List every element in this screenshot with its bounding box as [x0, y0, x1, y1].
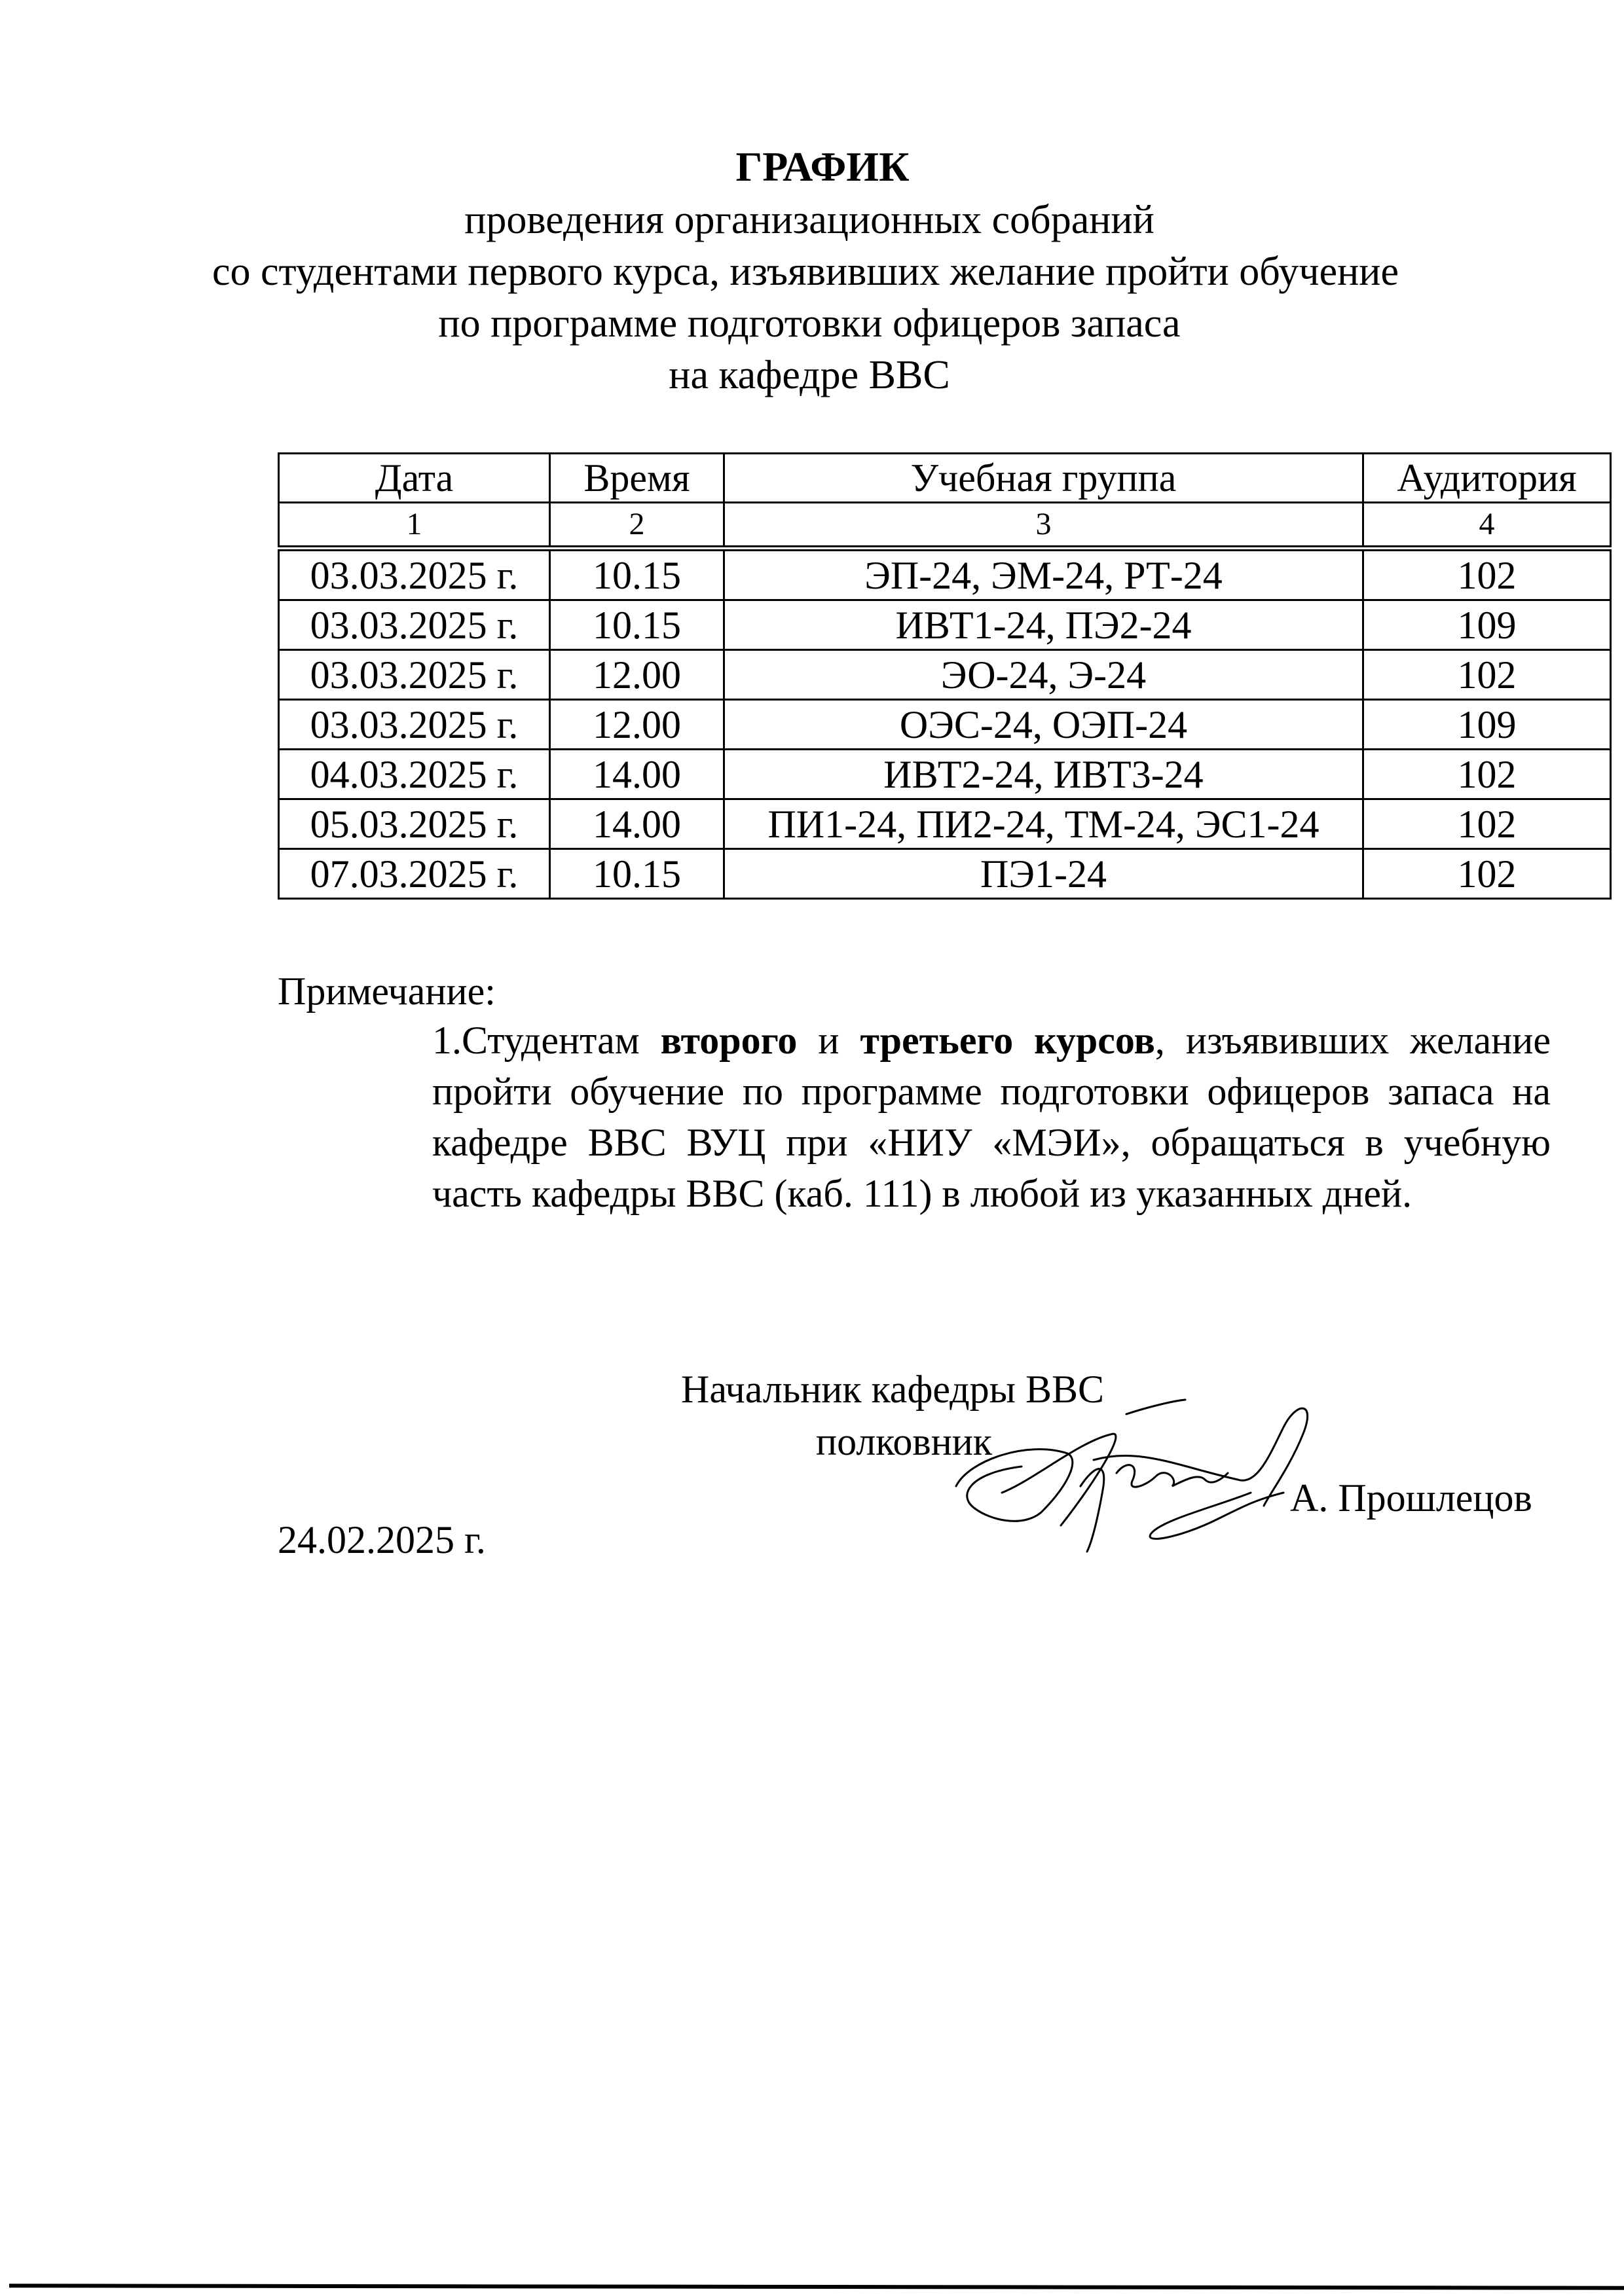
note-item — [432, 1015, 1551, 1219]
signatory-name: А. Прошлецов — [1290, 1476, 1532, 1520]
table-row — [279, 549, 1611, 600]
table-row — [279, 700, 1611, 750]
note-item-number: 1. — [432, 1019, 462, 1062]
cell-date: 03.03.2025 г. — [279, 549, 550, 600]
cell-groups: ИВТ2-24, ИВТ3-24 — [724, 750, 1363, 799]
header-room: Аудитория — [1363, 454, 1611, 503]
table-row — [279, 650, 1611, 700]
cell-date: 03.03.2025 г. — [279, 700, 550, 750]
subtitle-line-4: на кафедре ВВС — [669, 353, 950, 397]
signature-stroke — [1094, 1408, 1308, 1506]
signature-stroke — [956, 1449, 1073, 1522]
cell-time: 14.00 — [550, 750, 724, 799]
cell-room: 109 — [1363, 600, 1611, 650]
cell-time: 10.15 — [550, 549, 724, 600]
cell-room: 102 — [1363, 650, 1611, 700]
header-date: Дата — [279, 454, 550, 503]
table-row — [279, 799, 1611, 849]
cell-date: 03.03.2025 г. — [279, 600, 550, 650]
note-text-part: и — [797, 1019, 860, 1062]
signature-stroke — [1150, 1493, 1283, 1539]
handwritten-signature — [930, 1388, 1349, 1558]
column-number: 3 — [724, 503, 1363, 549]
note-text-part: Студентам — [462, 1019, 661, 1062]
note-label: Примечание: — [278, 970, 496, 1013]
cell-time: 14.00 — [550, 799, 724, 849]
column-number-row — [279, 503, 1611, 549]
signature-stroke — [1116, 1465, 1228, 1487]
table-row — [279, 849, 1611, 899]
signatory-position: Начальник кафедры ВВС — [681, 1368, 1105, 1411]
signature-stroke — [1126, 1400, 1185, 1414]
cell-room: 102 — [1363, 549, 1611, 600]
cell-groups: ЭП-24, ЭМ-24, РТ-24 — [724, 549, 1363, 600]
cell-groups: ОЭС-24, ОЭП-24 — [724, 700, 1363, 750]
table-row — [279, 600, 1611, 650]
subtitle-line-2: со студентами первого курса, изъявивших желание пройти обучение — [212, 249, 1399, 294]
cell-groups: ПИ1-24, ПИ2-24, ТМ-24, ЭС1-24 — [724, 799, 1363, 849]
page-bottom-rule — [9, 2284, 1624, 2289]
note-bold-third-course: третьего курсов — [860, 1019, 1155, 1062]
document-date: 24.02.2025 г. — [278, 1518, 486, 1561]
cell-time: 10.15 — [550, 600, 724, 650]
header-time: Время — [550, 454, 724, 503]
cell-time: 12.00 — [550, 650, 724, 700]
cell-date: 07.03.2025 г. — [279, 849, 550, 899]
table-header-row — [279, 454, 1611, 503]
cell-date: 03.03.2025 г. — [279, 650, 550, 700]
header-group: Учебная группа — [724, 454, 1363, 503]
table-row — [279, 750, 1611, 799]
schedule-table — [278, 452, 1612, 900]
cell-time: 10.15 — [550, 849, 724, 899]
cell-groups: ЭО-24, Э-24 — [724, 650, 1363, 700]
cell-room: 102 — [1363, 849, 1611, 899]
cell-date: 04.03.2025 г. — [279, 750, 550, 799]
cell-room: 109 — [1363, 700, 1611, 750]
note-bold-second-course: второго — [660, 1019, 798, 1062]
signatory-rank: полковник — [816, 1420, 993, 1463]
column-number: 2 — [550, 503, 724, 549]
subtitle-line-1: проведения организационных собраний — [464, 198, 1154, 242]
column-number: 4 — [1363, 503, 1611, 549]
cell-time: 12.00 — [550, 700, 724, 750]
cell-groups: ПЭ1-24 — [724, 849, 1363, 899]
cell-date: 05.03.2025 г. — [279, 799, 550, 849]
cell-room: 102 — [1363, 799, 1611, 849]
cell-room: 102 — [1363, 750, 1611, 799]
column-number: 1 — [279, 503, 550, 549]
document-title: ГРАФИК — [735, 143, 910, 190]
subtitle-line-3: по программе подготовки офицеров запаса — [438, 301, 1181, 346]
cell-groups: ИВТ1-24, ПЭ2-24 — [724, 600, 1363, 650]
note-text-part: , изъявивших желание пройти обучение по программе подготовки офицеров запаса на кафедре ВВС ВУЦ при «НИУ «МЭИ», обращаться в учебную часть кафедры ВВС (каб. 111) в любой из указанных дней. — [432, 1019, 1551, 1215]
